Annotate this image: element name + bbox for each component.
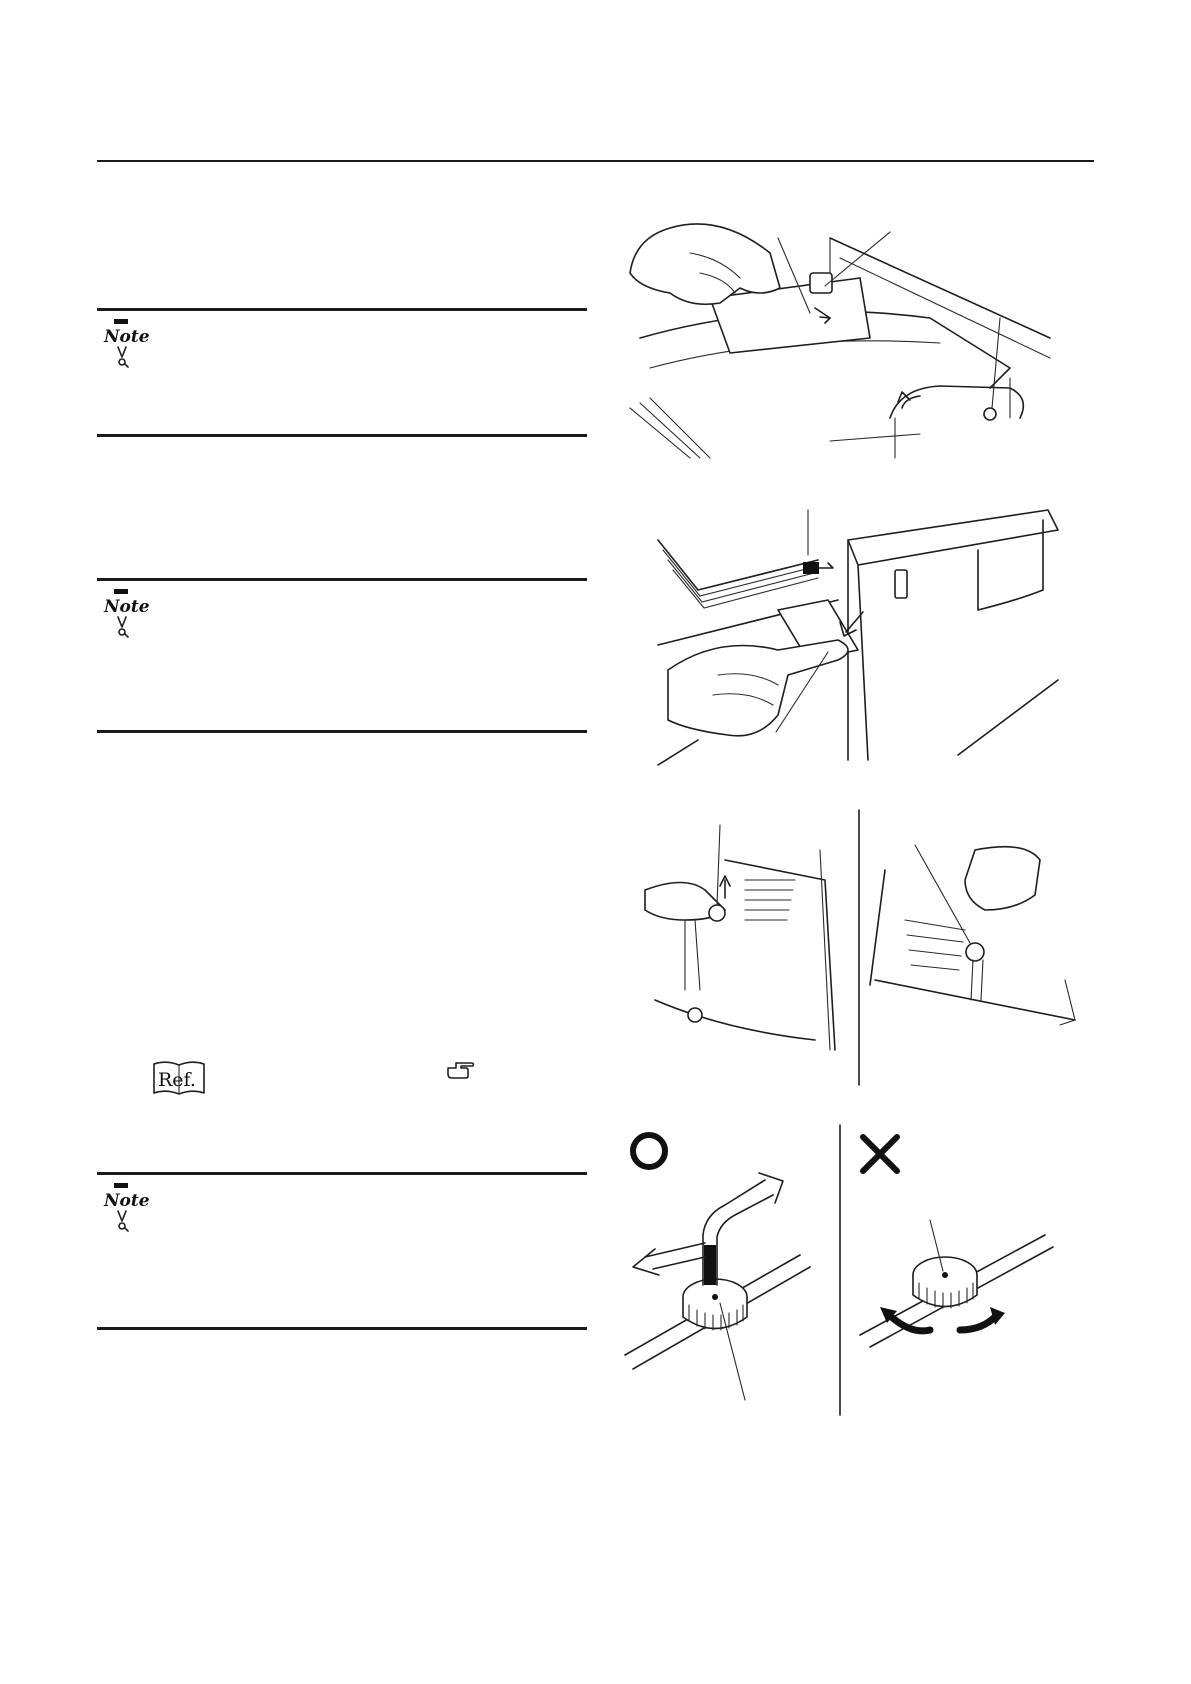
circle-ok-icon [633,1135,665,1167]
ref-book-icon [152,1060,206,1098]
note-2-top-rule [97,578,587,581]
note-1-top-rule [97,308,587,311]
header-rule [97,160,1094,162]
tray-open-illustration [630,218,1050,458]
pointing-hand-icon [446,1060,474,1080]
cross-ng-icon [863,1137,897,1171]
knob-correct-incorrect-illustration [625,1125,1065,1415]
note-icon [102,588,150,644]
note-icon [102,1182,150,1238]
svg-text:Ref.: Ref. [158,1069,196,1091]
knob-slide-illustration [645,810,1085,1085]
note-1-bottom-rule [97,434,587,437]
svg-text:Note: Note [104,327,150,347]
svg-text:Note: Note [104,1191,150,1211]
note-icon [102,318,150,374]
svg-text:Note: Note [104,597,150,617]
note-3-top-rule [97,1172,587,1175]
note-2-bottom-rule [97,730,587,733]
note-3-bottom-rule [97,1327,587,1330]
guide-lever-illustration [658,500,1058,765]
